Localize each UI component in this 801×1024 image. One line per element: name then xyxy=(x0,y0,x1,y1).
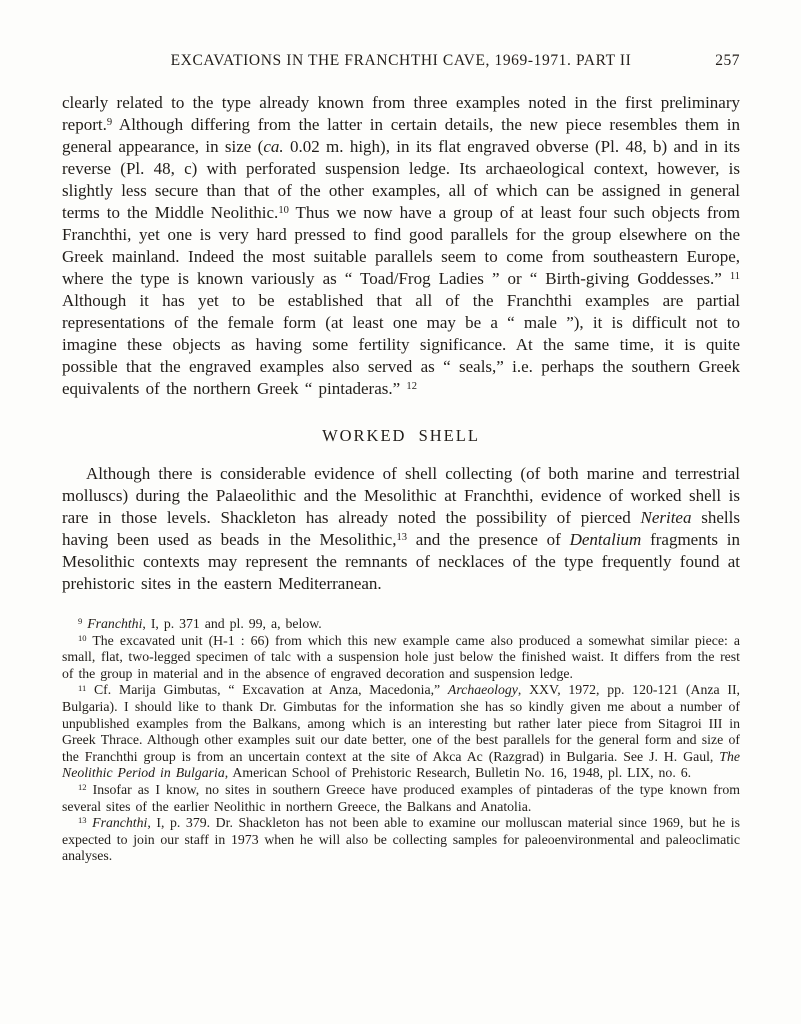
footnote-10: $^{10}$ The excavated unit (H-1 : 66) from which this new example came also produced a somewhat similar piece: a small, flat, two-legged specimen of talc with a suspension hole just below the finished waist. It differs from the rest of the group in material and in the absence of engraved decoration and suspension ledge. xyxy=(62,632,740,681)
body-paragraph-2: Although there is considerable evidence of shell collecting (of both marine and terrestrial molluscs) during the Palaeolithic and the Mesolithic at Franchthi, evidence of worked shell is rare in those levels. Shackleton has already noted the possibility of pierced Neritea shells having been used as beads in the Mesolithic,$^{13}$ and the presence of Dentalium fragments in Mesolithic contexts may represent the remnants of necklaces of the type frequently found at prehistoric sites in the eastern Mediterranean. xyxy=(62,464,740,593)
footnote-13: $^{13}$ Franchthi, I, p. 379. Dr. Shackleton has not been able to examine our molluscan material since 1969, but he is expected to join our staff in 1973 when he will also be collecting samples for paleoenvironmental and paleoclimatic analyses. xyxy=(62,815,741,864)
footnotes-section xyxy=(62,616,740,865)
footnote-9: $^9$ Franchthi, I, p. 371 and pl. 99, a, below. xyxy=(78,616,322,631)
page-number: 257 xyxy=(715,52,740,69)
body-paragraph-1: clearly related to the type already known from three examples noted in the first preliminary report.$^9$ Although differing from the latter in certain details, the new piece resembles them in general appearance, in size (ca. 0.02 m. high), in its flat engraved obverse (Pl. 48, b) and in its reverse (Pl. 48, c) with perforated suspension ledge. Its archaeological context, however, is slightly less secure than that of the other examples, all of which can be assigned in general terms to the Middle Neolithic.$^{10}$ Thus we now have a group of at least four such objects from Franchthi, yet one is very hard pressed to find good parallels for the group elsewhere on the Greek mainland. Indeed the most suitable parallels seem to come from southeastern Europe, where the type is known variously as “ Toad/Frog Ladies ” or “ Birth-giving Goddesses.” $^{11}$ Although it has yet to be established that all of the Franchthi examples are partial representations of the female form (at least one may be a “ male ”), it is difficult not to imagine these objects as having some fertility significance. At the same time, it is quite possible that the engraved examples also served as “ seals,” i.e. perhaps the southern Greek equivalents of the northern Greek “ pintaderas.” $^{12}$ xyxy=(62,93,740,398)
running-head-title: EXCAVATIONS IN THE FRANCHTHI CAVE, 1969-1971. PART II xyxy=(170,52,632,69)
page-header xyxy=(62,52,740,70)
section-heading-worked-shell: WORKED SHELL xyxy=(322,426,480,445)
footnote-11: $^{11}$ Cf. Marija Gimbutas, “ Excavation at Anza, Macedonia,” Archaeology, XXV, 1972, pp. 120-121 (Anza II, Bulgaria). I should like to thank Dr. Gimbutas for the information she has so kindly given me about a number of unpublished examples from the Balkans, among which is an interesting but rather later piece from Sitagroi III in Greek Thrace. Although other examples suit our date better, one of the best parallels for the general form and size of the Franchthi group is from an uncertain context at the site of Akca Ac (Razgrad) in Bulgaria. See J. H. Gaul, The Neolithic Period in Bulgaria, American School of Prehistoric Research, Bulletin No. 16, 1948, pl. LIX, no. 6. xyxy=(62,682,741,781)
footnote-12: $^{12}$ Insofar as I know, no sites in southern Greece have produced examples of pintaderas of the type known from several sites of the earlier Neolithic in northern Greece, the Balkans and Anatolia. xyxy=(62,781,740,814)
